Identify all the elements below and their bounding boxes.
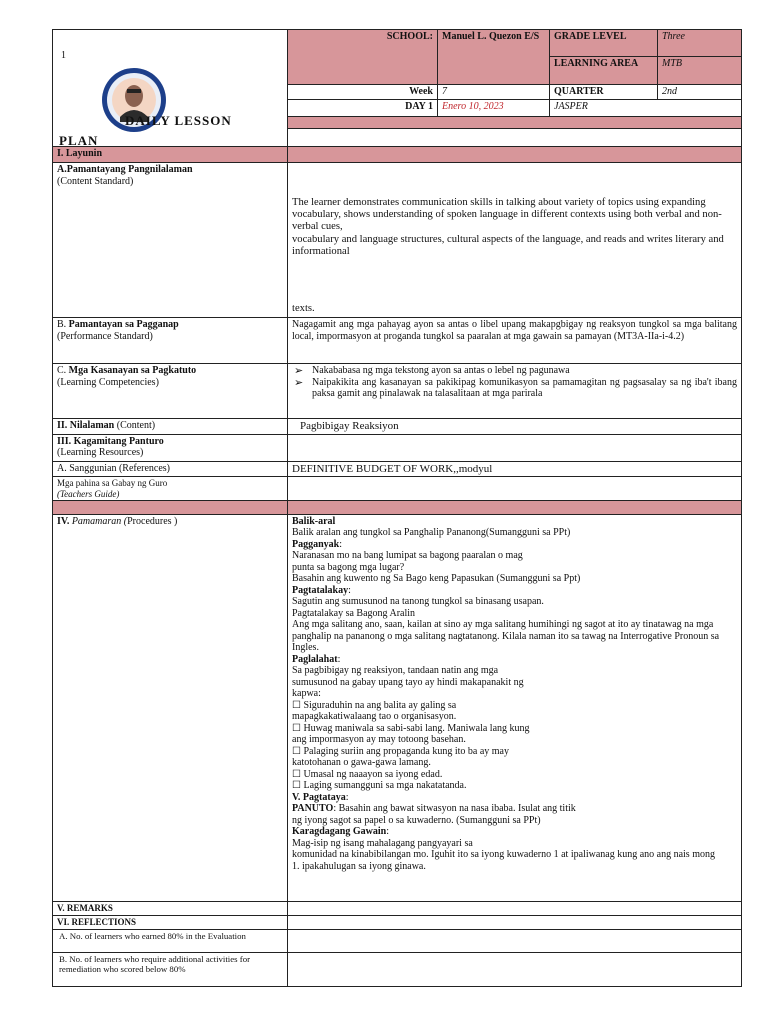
procedure-text: : — [339, 538, 343, 550]
competencies-list — [292, 365, 737, 400]
procedure-text: ☐ Huwag maniwala sa sabi-sabi lang. Maniwala lang kung — [292, 722, 530, 734]
school-label: SCHOOL: — [386, 31, 433, 42]
procedure-text: : — [348, 584, 351, 596]
procedure-line — [292, 665, 737, 677]
sanggunian-label: A. Sanggunian (References) — [53, 461, 288, 477]
competency-item: ➢ Nakababasa ng mga tekstong ayon sa antas o lebel ng pagunawa — [312, 365, 737, 377]
procedure-text: Sagutin ang sumusunod na tanong tungkol sa binasang usapan. — [292, 596, 544, 608]
procedure-text: ☐ Laging sumangguni sa mga nakatatanda. — [292, 780, 467, 792]
lesson-plan-table — [52, 29, 742, 987]
procedure-line — [292, 746, 737, 758]
procedure-line — [292, 792, 737, 804]
layunin-pink-fill — [288, 147, 742, 163]
procedure-heading: Paglalahat — [292, 653, 338, 665]
procedure-text: komunidad na kinabibilangan mo. Iguhit ito sa iyong kuwaderno 1 at ipaliwanag kung ano ang nais mong — [292, 849, 715, 861]
procedure-heading: PANUTO — [292, 803, 334, 815]
competencies-prefix: C. — [57, 365, 67, 376]
content-standard-cell — [288, 163, 742, 318]
procedure-text: sumusunod na gabay upang tayo ay hindi makapanakit ng — [292, 676, 524, 688]
school-label-cell — [288, 30, 438, 85]
reflections-text: VI. REFLECTIONS — [57, 916, 137, 927]
week-label: Week — [288, 85, 438, 100]
procedure-text: Balik aralan ang tungkol sa Panghalip Pananong(Sumangguni sa PPt) — [292, 527, 571, 539]
procedure-heading: V. Pagtataya — [292, 791, 346, 803]
content-standard-label-cell — [53, 163, 288, 318]
school-value: Manuel L. Quezon E/S — [442, 31, 540, 42]
content-standard-label: A.Pamantayang Pangnilalaman — [57, 164, 193, 175]
content-standard-sub: (Content Standard) — [57, 175, 134, 187]
procedure-line — [292, 780, 737, 792]
title-line-1: DAILY LESSON — [125, 113, 232, 128]
procedure-line — [292, 550, 737, 562]
kagamitan-sub: (Learning Resources) — [57, 447, 144, 459]
pamamaran-label-cell — [53, 514, 288, 901]
pahina-sub: (Teachers Guide) — [57, 488, 120, 499]
remarks-text: V. REMARKS — [57, 902, 113, 913]
grade-value: Three — [658, 30, 742, 57]
procedure-text: ☐ Siguraduhin na ang balita ay galing sa — [292, 699, 457, 711]
procedure-heading: Pagganyak — [292, 538, 340, 550]
procedure-text: : — [386, 826, 389, 838]
procedure-line — [292, 688, 737, 700]
procedure-line — [292, 527, 737, 539]
area-label: LEARNING AREA — [550, 57, 658, 85]
school-value-cell — [438, 30, 550, 85]
quarter-label: QUARTER — [550, 85, 658, 100]
grade-label: GRADE LEVEL — [550, 30, 658, 57]
kagamitan-label-cell — [53, 434, 288, 461]
page-number: 1 — [61, 50, 66, 61]
dlp-title — [59, 111, 288, 147]
reflection-b-value — [288, 952, 742, 986]
procedure-line — [292, 677, 737, 689]
kagamitan-label: III. Kagamitang Panturo — [57, 435, 164, 447]
competencies-cell — [288, 364, 742, 419]
reflections-value-cell — [288, 915, 742, 929]
reflection-a-value — [288, 929, 742, 952]
area-value: MTB — [658, 57, 742, 85]
content-standard-text-2: vocabulary and language structures, cultural aspects of the language, and reads and writes literary and informational — [292, 233, 724, 257]
kagamitan-value-cell — [288, 434, 742, 461]
performance-standard-label-cell — [53, 318, 288, 364]
procedure-heading: Pagtatalakay — [292, 584, 349, 596]
procedure-line — [292, 815, 737, 827]
procedure-line — [292, 654, 737, 666]
procedure-line — [292, 769, 737, 781]
procedure-text: mapagkakatiwalaang tao o organisasyon. — [292, 711, 457, 723]
pamamaran-suffix: Procedures ) — [127, 515, 178, 527]
procedures-cell — [288, 514, 742, 901]
procedure-text: : — [345, 791, 349, 803]
procedure-heading: Balik-aral — [292, 515, 336, 527]
procedure-line — [292, 803, 737, 815]
procedure-text: katotohanan o gawa-gawa lamang. — [292, 757, 431, 769]
day-date: Enero 10, 2023 — [438, 100, 550, 117]
performance-standard-label: Pamantayan sa Pagganap — [68, 319, 179, 330]
procedure-line — [292, 585, 737, 597]
procedure-line — [292, 723, 737, 735]
header-blank-row — [288, 129, 742, 147]
procedure-line — [292, 757, 737, 769]
spacer-pink-left — [53, 500, 288, 514]
procedure-line — [292, 619, 737, 654]
procedure-text: kapwa: — [292, 688, 321, 700]
reflection-b-label: B. No. of learners who require additional activities for remediation who scored below 80% — [53, 952, 288, 986]
procedure-line — [292, 608, 737, 620]
procedure-text: punta sa bagong mga lugar? — [292, 561, 405, 573]
spacer-pink-right — [288, 500, 742, 514]
procedure-heading: Karagdagang Gawain — [292, 826, 387, 838]
procedure-text: Basahin ang kuwento ng Sa Bago keng Papasukan (Sumangguni sa Ppt) — [292, 573, 581, 585]
procedure-line — [292, 516, 737, 528]
day-section: JASPER — [550, 100, 742, 117]
procedure-text: : Basahin ang bawat sitwasyon na nasa ibaba. Isulat ang titik — [333, 803, 576, 815]
nilalaman-label: II. Nilalaman — [57, 420, 115, 431]
daily-lesson-plan-sheet — [52, 29, 741, 987]
remarks-label — [53, 901, 288, 915]
procedure-text: Ang mga salitang ano, saan, kailan at sino ay mga salitang humihingi ng sagot at ito ay tinatawag na mga panghalip na pananong o mga salitang nagtatanong. Kilala naman ito sa tawag na Interrogative Pronoun sa Ingles. — [292, 619, 720, 654]
title-line-2: PLAN — [59, 132, 99, 147]
procedure-text: ang impormasyon ay may totoong basehan. — [292, 734, 466, 746]
remarks-value-cell — [288, 901, 742, 915]
pahina-label: Mga pahina sa Gabay ng Guro — [57, 478, 168, 489]
performance-standard-prefix: B. — [57, 319, 67, 330]
procedure-text: Sa pagbibigay ng reaksiyon, tandaan natin ang mga — [292, 665, 499, 677]
procedure-text: ☐ Umasal ng naaayon sa iyong edad. — [292, 768, 443, 780]
procedure-line — [292, 838, 737, 850]
content-standard-text: The learner demonstrates communication skills in talking about variety of topics using expanding vocabulary, shows understanding of spoken language in different contexts using both verbal and non-verbal cues, — [292, 197, 722, 233]
procedure-text: ☐ Palaging suriin ang propaganda kung ito ba ay may — [292, 745, 509, 757]
day-label: DAY 1 — [288, 100, 438, 117]
procedure-text: Naranasan mo na bang lumipat sa bagong paaralan o mag — [292, 550, 523, 562]
nilalaman-label-cell — [53, 419, 288, 435]
pahina-value-cell — [288, 477, 742, 501]
procedure-text: 1. ipakahulugan sa iyong ginawa. — [292, 860, 426, 872]
procedure-line — [292, 539, 737, 551]
content-standard-text-3: texts. — [292, 302, 315, 314]
procedure-text: Pagtatalakay sa Bagong Aralin — [292, 607, 416, 619]
quarter-value: 2nd — [658, 85, 742, 100]
procedure-line — [292, 861, 737, 873]
reflection-a-label: A. No. of learners who earned 80% in the Evaluation — [53, 929, 288, 952]
procedure-line — [292, 596, 737, 608]
competency-item: ➢ Naipakikita ang kasanayan sa pakikipag komunikasyon sa pamamagitan ng pagsasalay sa ng iba't ibang paksa gamit ang pinalawak na talasalitaan at mga parirala — [312, 377, 737, 400]
nilalaman-value: Pagbibigay Reaksiyon — [288, 419, 742, 435]
pahina-label-cell — [53, 477, 288, 501]
pamamaran-label: Pamamaran ( — [71, 515, 128, 527]
procedure-text: Mag-isip ng isang mahalagang pangyayari sa — [292, 837, 473, 849]
competencies-label-cell — [53, 364, 288, 419]
performance-standard-sub: (Performance Standard) — [57, 330, 153, 342]
procedure-line — [292, 849, 737, 861]
procedure-text: ng iyong sagot sa papel o sa kuwaderno. (Sumangguni sa PPt) — [292, 814, 541, 826]
reflections-label — [53, 915, 288, 929]
procedure-line — [292, 711, 737, 723]
procedure-line — [292, 700, 737, 712]
nilalaman-sub: (Content) — [116, 420, 156, 431]
competencies-label: Mga Kasanayan sa Pagkatuto — [68, 365, 197, 376]
procedure-line — [292, 734, 737, 746]
performance-standard-text: Nagagamit ang mga pahayag ayon sa antas o libel upang makapgbigay ng reaksyon tungkol sa mga balitang local, impormasyon at proganda tungkol sa paaralan at mga gawain sa pamayan (MT3A-IIa-i-4.2) — [288, 318, 742, 364]
procedure-line — [292, 562, 737, 574]
procedure-line — [292, 826, 737, 838]
competencies-sub: (Learning Competencies) — [57, 376, 159, 388]
procedure-line — [292, 573, 737, 585]
layunin-heading: I. Layunin — [53, 147, 288, 163]
title-logo-cell — [53, 30, 288, 147]
week-value: 7 — [438, 85, 550, 100]
sanggunian-value: DEFINITIVE BUDGET OF WORK,,modyul — [288, 461, 742, 477]
header-pink-strip — [288, 117, 742, 129]
procedure-text: : — [337, 653, 341, 665]
pamamaran-prefix: IV. — [57, 515, 70, 527]
